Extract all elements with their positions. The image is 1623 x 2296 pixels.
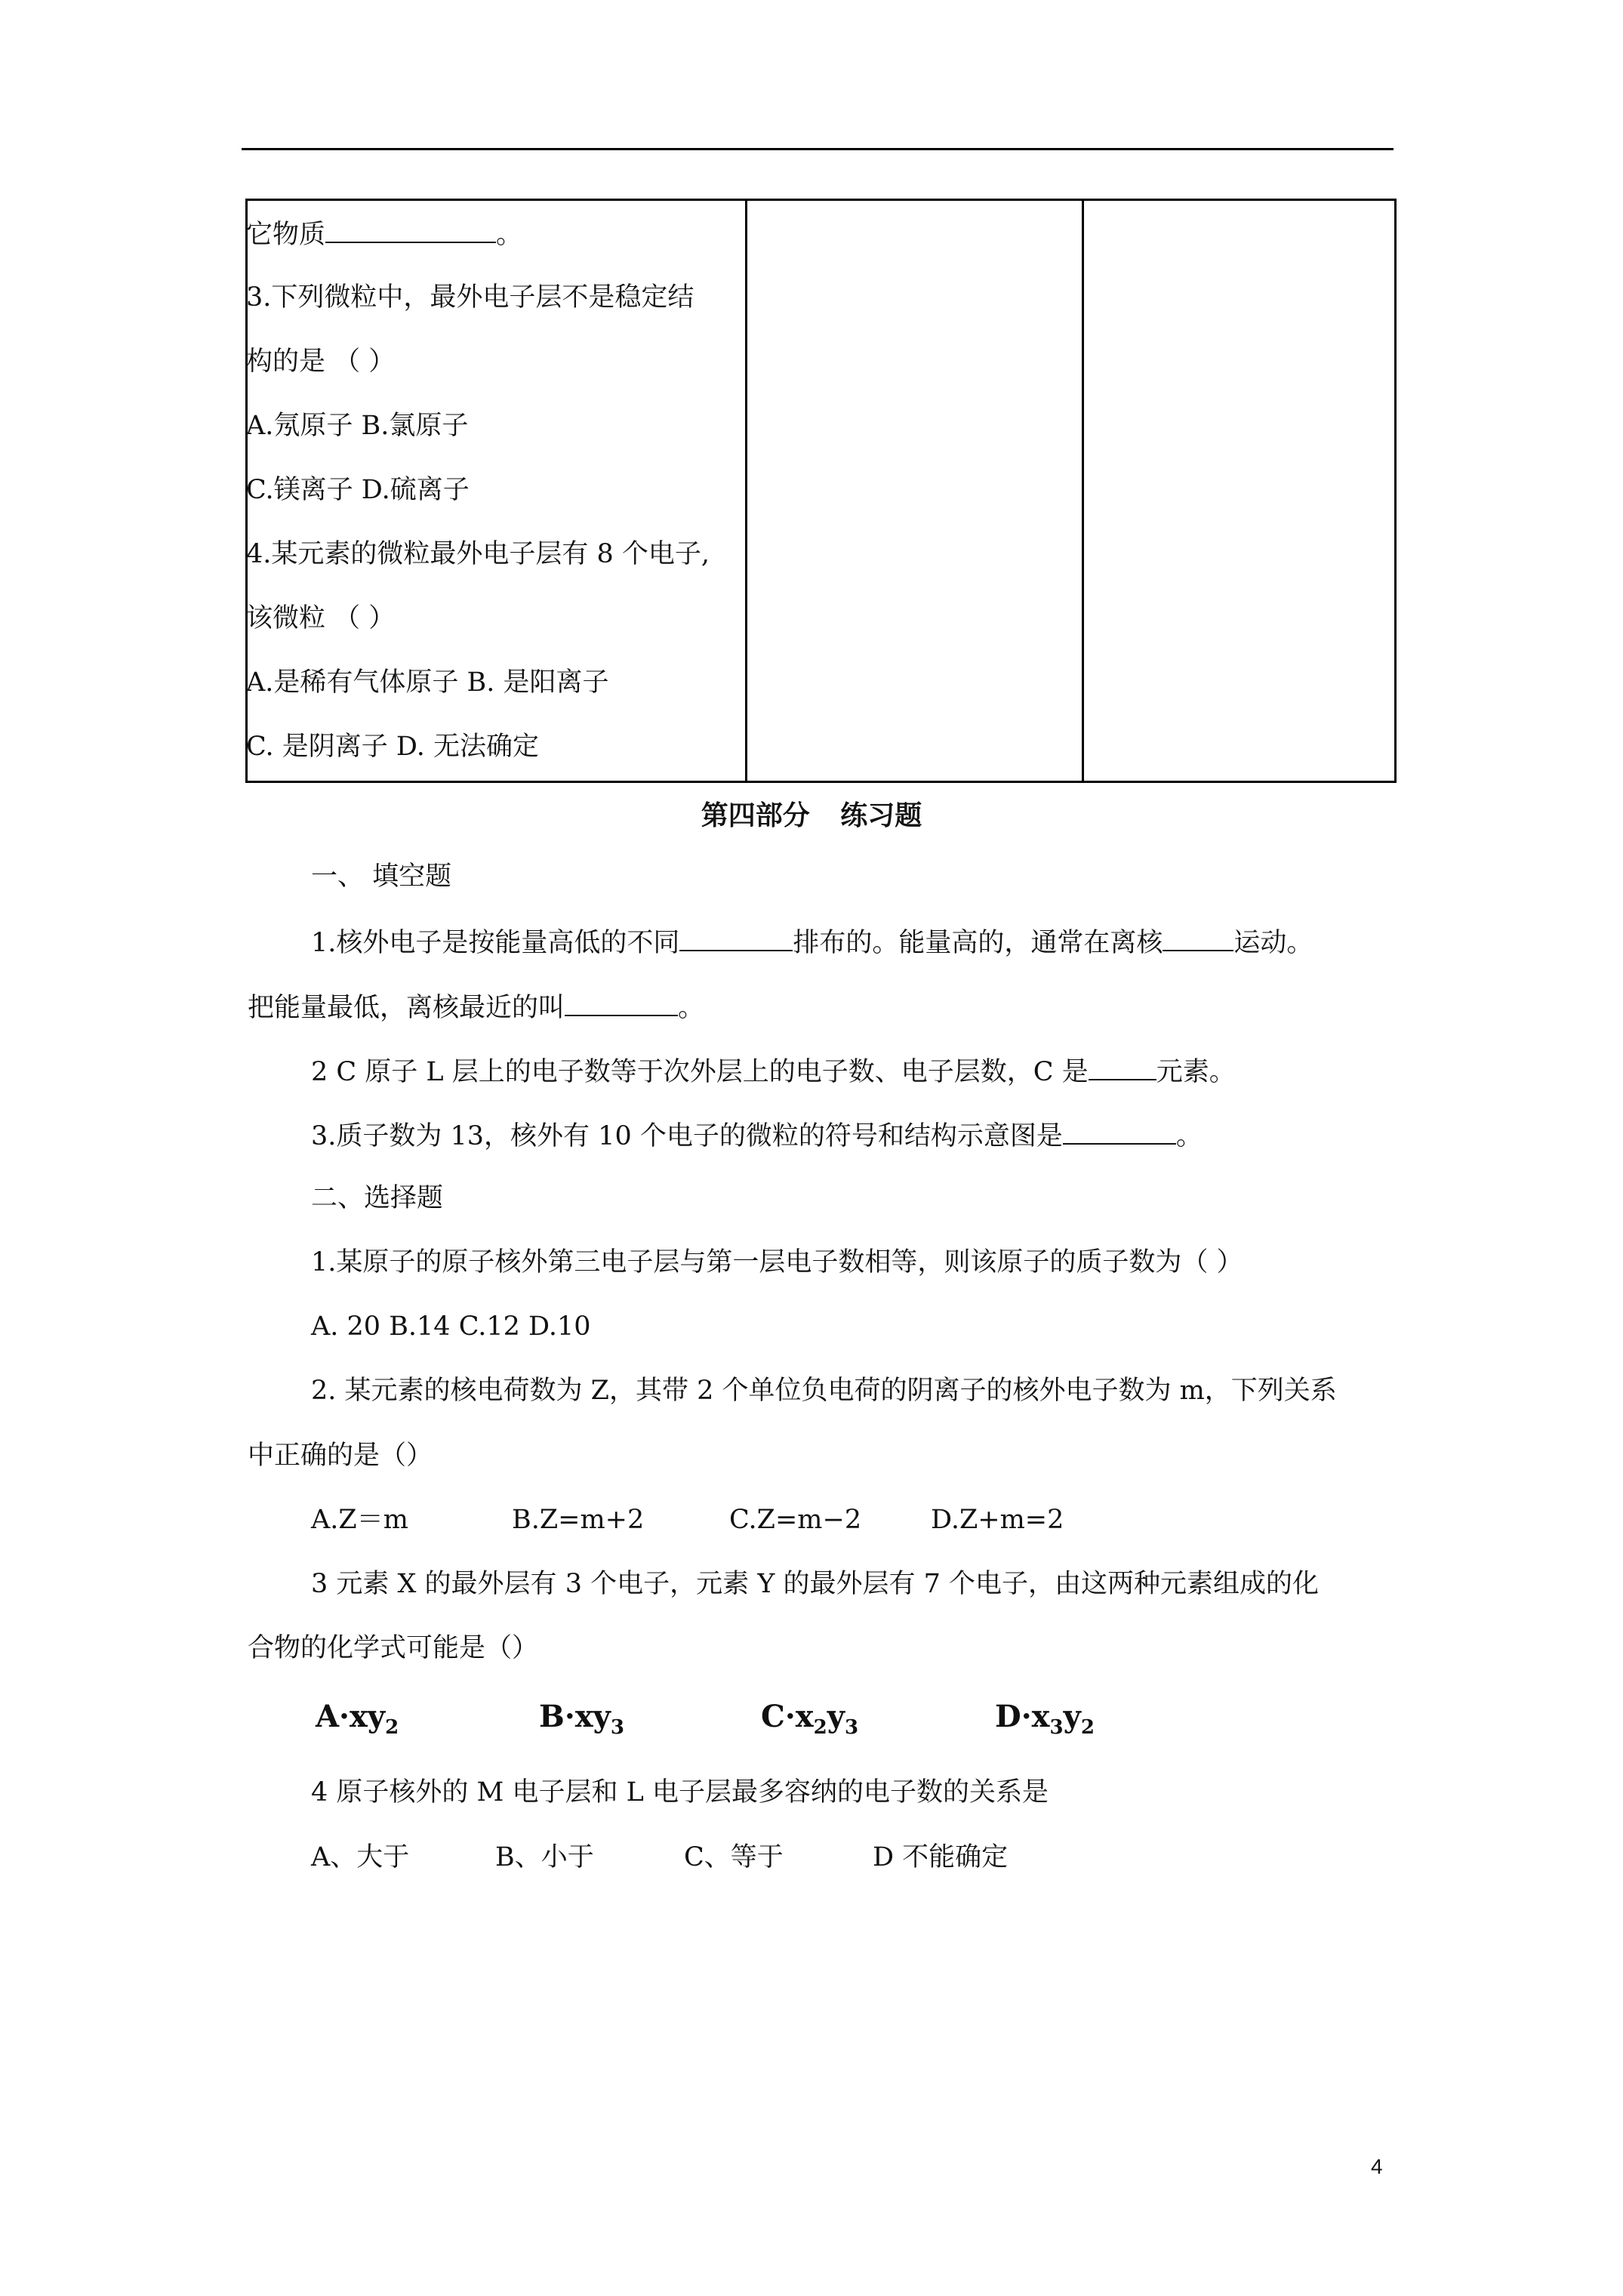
fill-question-2 — [311, 1053, 1236, 1089]
formula-option-b: $B\cdot xy_3$ — [539, 1699, 624, 1739]
choice-question-2: 2. 某元素的核电荷数为 Z，其带 2 个单位负电荷的阴离子的核外电子数为 m，下列关系 — [311, 1376, 1337, 1406]
choice-question-2-option-b: B.Z=m+2 — [512, 1505, 645, 1535]
text: 运动。 — [1233, 928, 1313, 958]
choice-question-4-option-a: A、大于 — [311, 1842, 410, 1872]
choice-question-4: 4 原子核外的 M 电子层和 L 电子层最多容纳的电子数的关系是 — [311, 1777, 1049, 1808]
table-column-divider — [1082, 199, 1084, 783]
question-4-cont: 该微粒 （ ） — [246, 603, 396, 633]
header-rule — [242, 148, 1394, 150]
question-4: 4.某元素的微粒最外电子层有 8 个电子, — [246, 539, 710, 569]
question-3-cont: 构的是 （ ） — [246, 347, 396, 377]
choice-question-2-cont: 中正确的是（） — [248, 1441, 433, 1471]
text: 排布的。能量高的，通常在离核 — [793, 928, 1163, 958]
fill-question-1 — [311, 924, 1313, 960]
table-line — [246, 216, 522, 251]
choice-question-4-option-b: B、小于 — [495, 1842, 594, 1872]
answer-blank — [1163, 924, 1233, 951]
formula-option-a: $A\cdot xy_2$ — [316, 1699, 399, 1739]
choice-question-3: 3 元素 X 的最外层有 3 个电子，元素 Y 的最外层有 7 个电子，由这两种元素组成的化 — [311, 1569, 1319, 1599]
question-3-options-ab: A.氖原子 B.氯原子 — [246, 411, 469, 441]
choice-heading: 二、选择题 — [311, 1183, 444, 1213]
fill-heading: 一、 填空题 — [311, 861, 452, 892]
choice-question-4-option-d: D 不能确定 — [873, 1842, 1009, 1872]
text: 元素。 — [1156, 1057, 1236, 1087]
choice-question-1-options: A. 20 B.14 C.12 D.10 — [311, 1311, 591, 1342]
page-number: 4 — [1371, 2155, 1383, 2178]
choice-question-4-option-c: C、等于 — [684, 1842, 784, 1872]
text: 。 — [678, 993, 705, 1023]
choice-question-2-option-c: C.Z=m−2 — [729, 1505, 862, 1535]
fill-question-1-cont — [248, 989, 704, 1025]
choice-question-2-option-a: A.Z＝m — [311, 1505, 408, 1535]
text: 。 — [496, 220, 523, 250]
answer-blank — [565, 989, 678, 1016]
table-column-divider — [745, 199, 747, 783]
text: 3.质子数为 13，核外有 10 个电子的微粒的符号和结构示意图是 — [311, 1121, 1063, 1151]
text: 1.核外电子是按能量高低的不同 — [311, 928, 680, 958]
fill-question-3 — [311, 1117, 1203, 1153]
section-title: 第四部分 练习题 — [701, 800, 922, 831]
answer-blank — [1089, 1053, 1156, 1080]
text: 2 C 原子 L 层上的电子数等于次外层上的电子数、电子层数，C 是 — [311, 1057, 1089, 1087]
choice-question-2-option-d: D.Z+m=2 — [931, 1505, 1064, 1535]
formula-option-d: $D\cdot x_3y_2$ — [995, 1699, 1095, 1739]
question-4-options-cd: C. 是阴离子 D. 无法确定 — [246, 732, 539, 762]
question-3: 3.下列微粒中，最外电子层不是稳定结 — [246, 282, 694, 313]
formula-option-c: $C\cdot x_2y_3$ — [761, 1699, 859, 1739]
text: 它物质 — [246, 220, 326, 250]
question-4-options-ab: A.是稀有气体原子 B. 是阳离子 — [246, 667, 609, 698]
text: 把能量最低，离核最近的叫 — [248, 993, 565, 1023]
choice-question-3-cont: 合物的化学式可能是（） — [248, 1633, 539, 1663]
question-3-options-cd: C.镁离子 D.硫离子 — [246, 475, 470, 505]
answer-blank — [325, 216, 496, 243]
text: 。 — [1175, 1121, 1203, 1151]
choice-question-1: 1.某原子的原子核外第三电子层与第一层电子数相等，则该原子的质子数为（ ） — [311, 1247, 1243, 1277]
answer-blank — [679, 924, 793, 951]
answer-blank — [1063, 1117, 1176, 1145]
